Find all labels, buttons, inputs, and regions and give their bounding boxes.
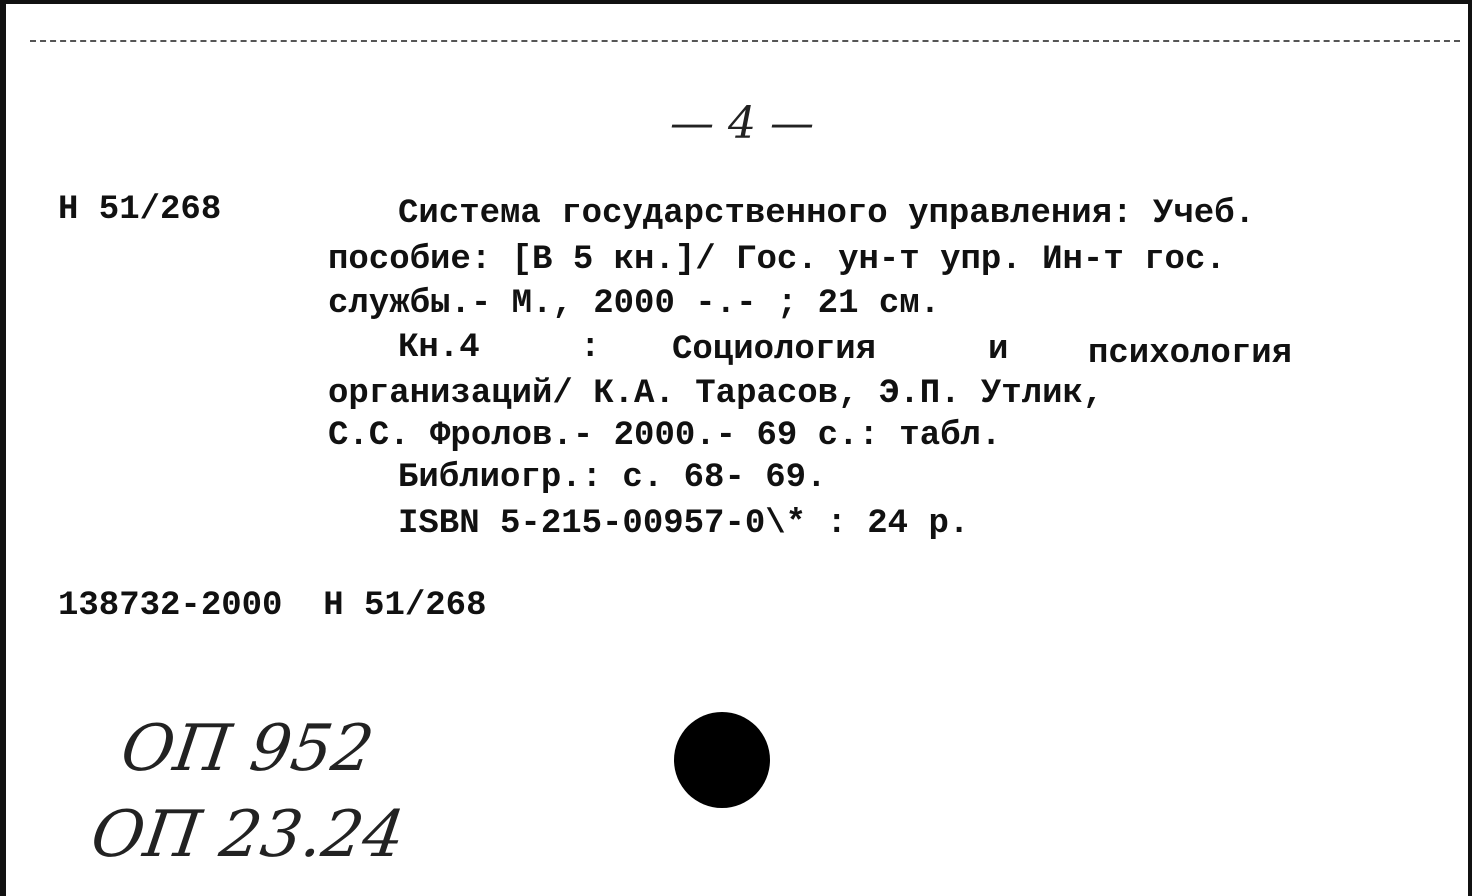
book-title-word-2: и: [988, 331, 1009, 369]
bibliography-note: Библиогр.: с. 68- 69.: [398, 459, 827, 497]
punch-hole: [674, 712, 770, 808]
book-authors-line: организаций/ К.А. Тарасов, Э.П. Утлик,: [328, 375, 1104, 413]
card-right-edge: [1468, 0, 1472, 896]
isbn-line: ISBN 5-215-00957-0\* : 24 р.: [398, 505, 970, 543]
book-colon: :: [580, 329, 601, 367]
entry-imprint-line: службы.- М., 2000 -.- ; 21 см.: [328, 285, 941, 323]
book-title-word-3: психология: [1088, 335, 1293, 373]
book-collation-line: С.С. Фролов.- 2000.- 69 с.: табл.: [328, 417, 1002, 455]
card-top-edge: [0, 0, 1472, 4]
accession-number: 138732-2000 Н 51/268: [58, 587, 487, 625]
entry-title-line-2: пособие: [В 5 кн.]/ Гос. ун-т упр. Ин-т гос.: [328, 241, 1226, 279]
handwritten-mark-2: ОП 23.24: [86, 798, 410, 872]
page-number: — 4 —: [670, 98, 814, 149]
handwritten-mark-1: ОП 952: [116, 712, 378, 786]
book-title-word-1: Социология: [672, 331, 877, 369]
shelf-mark: Н 51/268: [58, 191, 222, 229]
top-dashed-rule: [30, 40, 1460, 42]
book-volume: Кн.4: [398, 329, 480, 367]
card-left-edge: [0, 0, 6, 896]
entry-title-line-1: Система государственного управления: Учеб.: [398, 195, 1255, 233]
